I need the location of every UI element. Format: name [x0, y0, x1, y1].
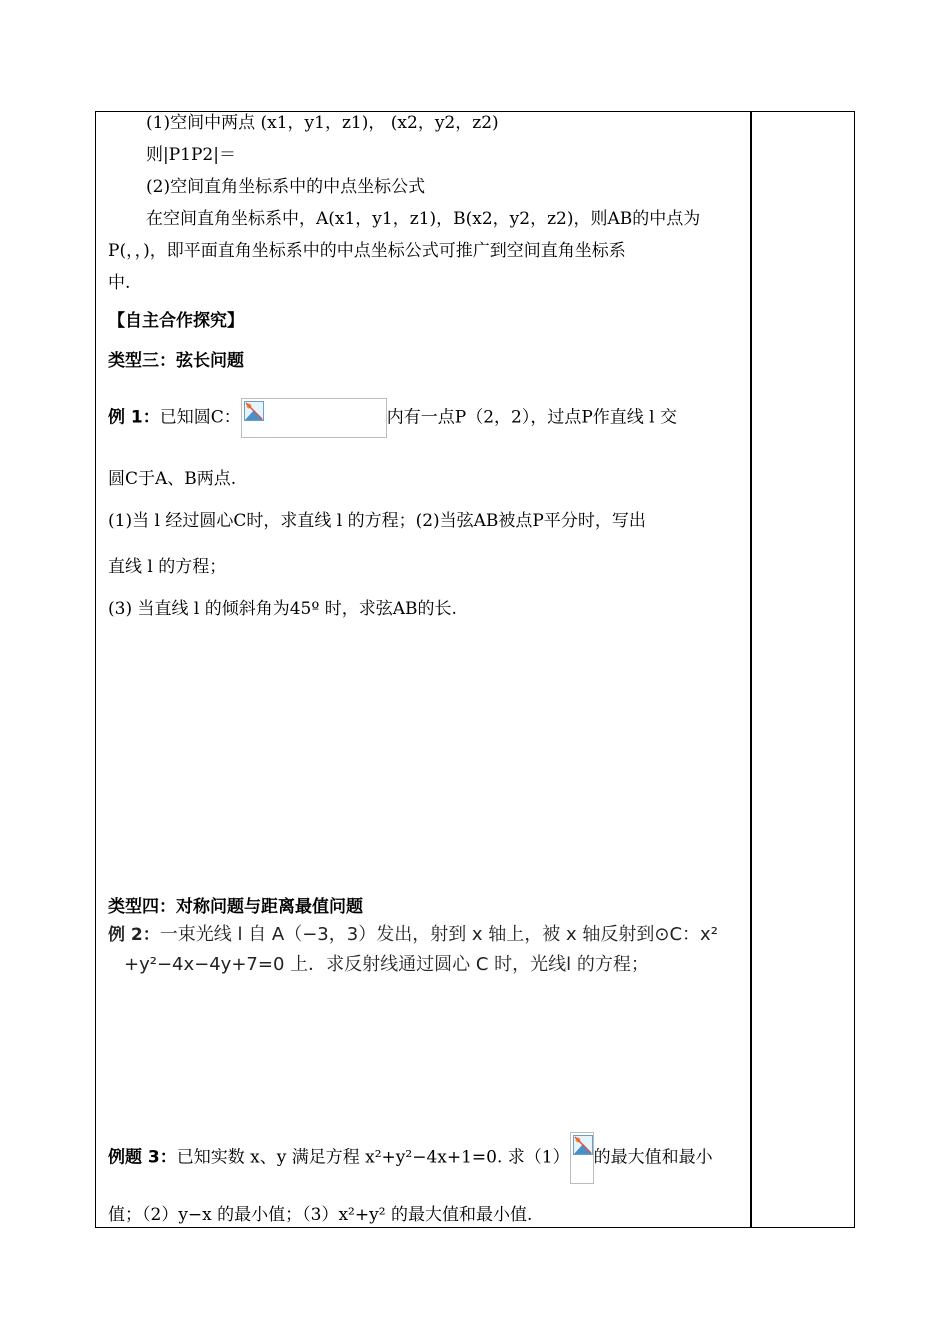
- broken-image-icon: [573, 1135, 593, 1155]
- type4-heading: 类型四：对称问题与距离最值问题: [108, 897, 363, 917]
- example1-line1: [108, 398, 677, 438]
- example1-question3: (3) 当直线 l 的倾斜角为45º 时，求弦AB的长.: [108, 599, 457, 619]
- example1-question2: 直线 l 的方程；: [108, 557, 227, 577]
- column-divider: [750, 112, 752, 1227]
- example2-line1: [108, 924, 718, 946]
- text-line-p6: 中.: [108, 273, 131, 293]
- fraction-image-placeholder: [570, 1132, 594, 1184]
- p1-p2-coords: (x2，y2，z2): [390, 113, 499, 133]
- text-line-p3: (2)空间直角坐标系中的中点坐标公式: [146, 177, 426, 197]
- equation-image-placeholder: [241, 398, 387, 438]
- content-table: [95, 111, 855, 1228]
- broken-image-icon: [244, 401, 264, 421]
- example2-label: 例 2：: [108, 925, 160, 945]
- p1-p1-coords: (x1，y1，z1)，: [260, 113, 386, 133]
- p1-text: (1)空间中两点: [146, 113, 256, 133]
- example1-text-b: 内有一点P（2，2），过点P作直线 l 交: [386, 407, 678, 428]
- section-heading: 【自主合作探究】: [108, 311, 244, 331]
- example2-line2: +y²−4x−4y+7=0 上．求反射线通过圆心 C 时，光线l 的方程；: [124, 954, 649, 975]
- text-line-p1: [146, 112, 499, 134]
- example3-line2: 值；（2）y−x 的最小值；（3）x²+y² 的最大值和最小值.: [108, 1205, 533, 1225]
- example1-text-a: 已知圆C：: [159, 407, 241, 428]
- text-line-p2: 则|P1P2|＝: [146, 145, 236, 165]
- example2-text-a: 一束光线 l 自 A（−3，3）发出，射到 x 轴上，被 x 轴反射到⊙C：x²: [159, 924, 718, 945]
- example3-text-b: 的最大值和最小: [593, 1147, 713, 1168]
- text-line-p5: P(，，)，即平面直角坐标系中的中点坐标公式可推广到空间直角坐标系: [108, 241, 626, 261]
- example3-line1: [108, 1132, 713, 1184]
- text-line-p4: 在空间直角坐标系中，A(x1，y1，z1)，B(x2，y2，z2)，则AB的中点为: [146, 209, 701, 229]
- example1-question1: (1)当 l 经过圆心C时，求直线 l 的方程；(2)当弦AB被点P平分时，写出: [108, 511, 646, 531]
- type3-heading: 类型三：弦长问题: [108, 351, 244, 371]
- example3-text-a: 已知实数 x、y 满足方程 x²+y²−4x+1=0. 求（1）: [176, 1147, 570, 1168]
- example3-label: 例题 3：: [108, 1147, 177, 1168]
- example1-line2: 圆C于A、B两点.: [108, 469, 237, 489]
- example1-label: 例 1：: [108, 407, 160, 428]
